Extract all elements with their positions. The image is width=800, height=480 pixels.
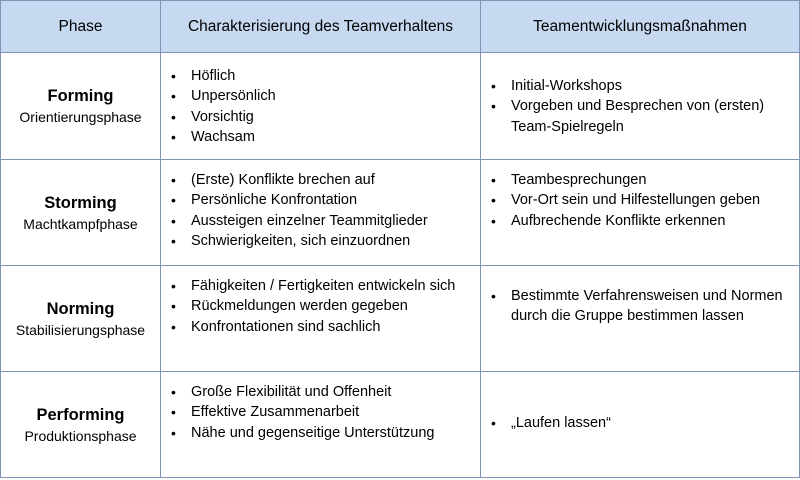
- list-item: [171, 402, 472, 422]
- bullet-icon: •: [171, 318, 176, 335]
- bullet-icon: •: [171, 384, 176, 400]
- list-item: [491, 413, 791, 433]
- list-item-text: Fähigkeiten / Fertigkeiten entwickeln sich: [191, 278, 456, 294]
- list-item-text: Teambesprechungen: [511, 172, 647, 188]
- bullet-icon: •: [491, 172, 496, 188]
- list-item: [171, 231, 472, 251]
- list-item-text: Bestimmte Verfahrensweisen und Normen durch die Gruppe bestimmen lassen: [511, 288, 783, 325]
- phase-name: Performing: [36, 405, 125, 424]
- bullet-icon: •: [171, 128, 176, 145]
- bullet-icon: •: [171, 232, 176, 249]
- list-item-text: Vor-Ort sein und Hilfestellungen geben: [511, 192, 761, 209]
- bullet-icon: •: [491, 212, 496, 229]
- phase-cell: [1, 160, 161, 266]
- list-item: [491, 286, 791, 327]
- phase-name: Forming: [47, 87, 114, 105]
- list-item-text: Unpersönlich: [191, 88, 276, 105]
- list-item: [171, 107, 472, 127]
- list-item-text: Initial-Workshops: [511, 78, 622, 94]
- list-item: [171, 423, 472, 443]
- behavior-cell: [161, 160, 481, 266]
- list-item-text: Große Flexibilität und Offenheit: [191, 384, 392, 400]
- list-item: [491, 211, 791, 231]
- phase-subtitle: Produktionsphase: [24, 427, 137, 444]
- measures-list: [481, 372, 799, 433]
- phase-name: Norming: [46, 299, 115, 318]
- list-item-text: Nähe und gegenseitige Unterstützung: [191, 424, 435, 441]
- measures-cell: [481, 266, 800, 372]
- bullet-icon: •: [491, 98, 496, 115]
- bullet-icon: •: [491, 415, 496, 431]
- bullet-icon: •: [171, 212, 176, 229]
- list-item: [491, 96, 791, 137]
- list-item: [171, 86, 472, 106]
- bullet-icon: •: [171, 108, 176, 125]
- behavior-cell: [161, 53, 481, 160]
- table-row: [1, 53, 800, 160]
- phase-subtitle: Stabilisierungsphase: [15, 321, 146, 338]
- list-item: [171, 190, 472, 210]
- list-item-text: Schwierigkeiten, sich einzuordnen: [191, 232, 411, 249]
- list-item-text: Konfrontationen sind sachlich: [191, 318, 381, 335]
- bullet-icon: •: [171, 68, 176, 84]
- list-item-text: Vorsichtig: [191, 108, 254, 125]
- list-item: [171, 127, 472, 147]
- behavior-cell: [161, 266, 481, 372]
- phase-name: Storming: [44, 193, 117, 212]
- header-phase-label: Phase: [58, 18, 103, 35]
- bullet-icon: •: [171, 278, 176, 294]
- measures-list: [481, 266, 799, 327]
- measures-cell: [481, 372, 800, 478]
- list-item-text: Aufbrechende Konflikte erkennen: [511, 212, 726, 229]
- list-item-text: Rückmeldungen werden gegeben: [191, 298, 408, 315]
- header-behavior: [161, 1, 481, 53]
- list-item: [171, 296, 472, 316]
- bullet-icon: •: [491, 78, 496, 94]
- bullet-icon: •: [491, 288, 496, 304]
- header-measures: [481, 1, 800, 53]
- list-item-text: Vorgeben und Besprechen von (ersten) Team-Spielregeln: [511, 98, 765, 135]
- list-item: [491, 190, 791, 210]
- list-item: [171, 317, 472, 337]
- bullet-icon: •: [171, 424, 176, 441]
- measures-cell: [481, 53, 800, 160]
- table-row: [1, 266, 800, 372]
- measures-list: [481, 160, 799, 231]
- list-item: [171, 276, 472, 296]
- bullet-icon: •: [171, 192, 176, 209]
- behavior-list: [161, 372, 480, 443]
- measures-cell: [481, 160, 800, 266]
- list-item: [171, 211, 472, 231]
- list-item: [491, 76, 791, 96]
- bullet-icon: •: [491, 192, 496, 209]
- bullet-icon: •: [171, 172, 176, 188]
- list-item: [171, 66, 472, 86]
- phase-subtitle: Orientierungsphase: [19, 109, 142, 125]
- behavior-list: [161, 53, 480, 147]
- header-row: [1, 1, 800, 53]
- list-item-text: Aussteigen einzelner Teammitglieder: [191, 212, 428, 229]
- list-item-text: „Laufen lassen“: [511, 415, 611, 431]
- list-item-text: Effektive Zusammenarbeit: [191, 404, 360, 421]
- list-item-text: Persönliche Konfrontation: [191, 192, 358, 209]
- phase-cell: [1, 53, 161, 160]
- list-item: [491, 170, 791, 190]
- behavior-list: [161, 266, 480, 337]
- list-item: [171, 382, 472, 402]
- measures-list: [481, 53, 799, 137]
- list-item-text: Höflich: [191, 68, 236, 84]
- list-item-text: (Erste) Konflikte brechen auf: [191, 172, 375, 188]
- table-row: [1, 160, 800, 266]
- header-measures-label: Teamentwicklungsmaßnahmen: [533, 18, 747, 35]
- bullet-icon: •: [171, 404, 176, 421]
- phase-subtitle: Machtkampfphase: [23, 215, 138, 232]
- bullet-icon: •: [171, 298, 176, 315]
- behavior-cell: [161, 372, 481, 478]
- behavior-list: [161, 160, 480, 251]
- header-behavior-label: Charakterisierung des Teamverhaltens: [187, 18, 454, 35]
- table-row: [1, 372, 800, 478]
- list-item: [171, 170, 472, 190]
- header-phase: [1, 1, 161, 53]
- phase-cell: [1, 266, 161, 372]
- phase-cell: [1, 372, 161, 478]
- list-item-text: Wachsam: [191, 128, 255, 145]
- bullet-icon: •: [171, 88, 176, 105]
